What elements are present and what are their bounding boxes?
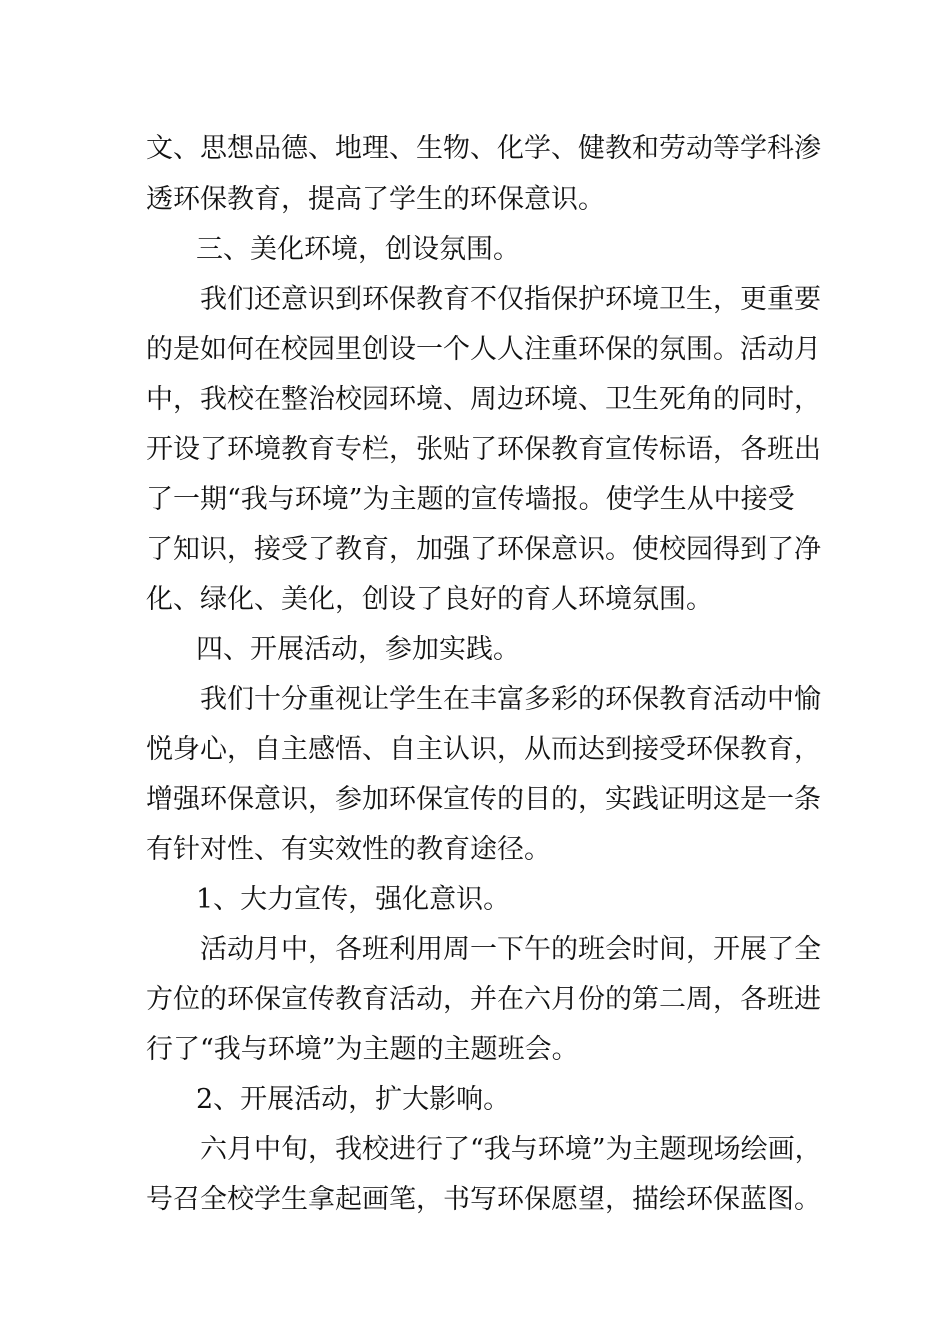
text-line: 行了“我与环境”为主题的主题班会。 xyxy=(146,1034,579,1065)
text-line: 号召全校学生拿起画笔，书写环保愿望，描绘环保蓝图。 xyxy=(146,1184,821,1215)
text-line: 文、思想品德、地理、生物、化学、健教和劳动等学科渗 xyxy=(146,133,821,164)
text-line: 活动月中，各班利用周一下午的班会时间，开展了全 xyxy=(200,934,821,965)
subsection-heading: 2、开展活动，扩大影响。 xyxy=(196,1084,511,1115)
text-line: 悦身心，自主感悟、自主认识，从而达到接受环保教育， xyxy=(146,734,821,765)
text-line: 我们十分重视让学生在丰富多彩的环保教育活动中愉 xyxy=(200,684,821,715)
text-line: 增强环保意识，参加环保宣传的目的，实践证明这是一条 xyxy=(146,784,821,815)
text-line: 六月中旬，我校进行了“我与环境”为主题现场绘画， xyxy=(200,1134,822,1165)
text-line: 有针对性、有实效性的教育途径。 xyxy=(146,834,551,865)
text-line: 了知识，接受了教育，加强了环保意识。使校园得到了净 xyxy=(146,534,821,565)
text-line: 透环保教育，提高了学生的环保意识。 xyxy=(146,184,605,215)
text-line: 的是如何在校园里创设一个人人注重环保的氛围。活动月 xyxy=(146,334,821,365)
text-line: 开设了环境教育专栏，张贴了环保教育宣传标语，各班出 xyxy=(146,434,821,465)
section-heading: 四、开展活动，参加实践。 xyxy=(196,634,520,665)
text-line: 我们还意识到环保教育不仅指保护环境卫生，更重要 xyxy=(200,284,821,315)
text-line: 中，我校在整治校园环境、周边环境、卫生死角的同时， xyxy=(146,384,821,415)
text-line: 化、绿化、美化，创设了良好的育人环境氛围。 xyxy=(146,584,713,615)
section-heading: 三、美化环境，创设氛围。 xyxy=(196,234,520,265)
text-line: 了一期“我与环境”为主题的宣传墙报。使学生从中接受 xyxy=(146,484,795,515)
text-line: 方位的环保宣传教育活动，并在六月份的第二周，各班进 xyxy=(146,984,821,1015)
subsection-heading: 1、大力宣传，强化意识。 xyxy=(196,884,511,915)
